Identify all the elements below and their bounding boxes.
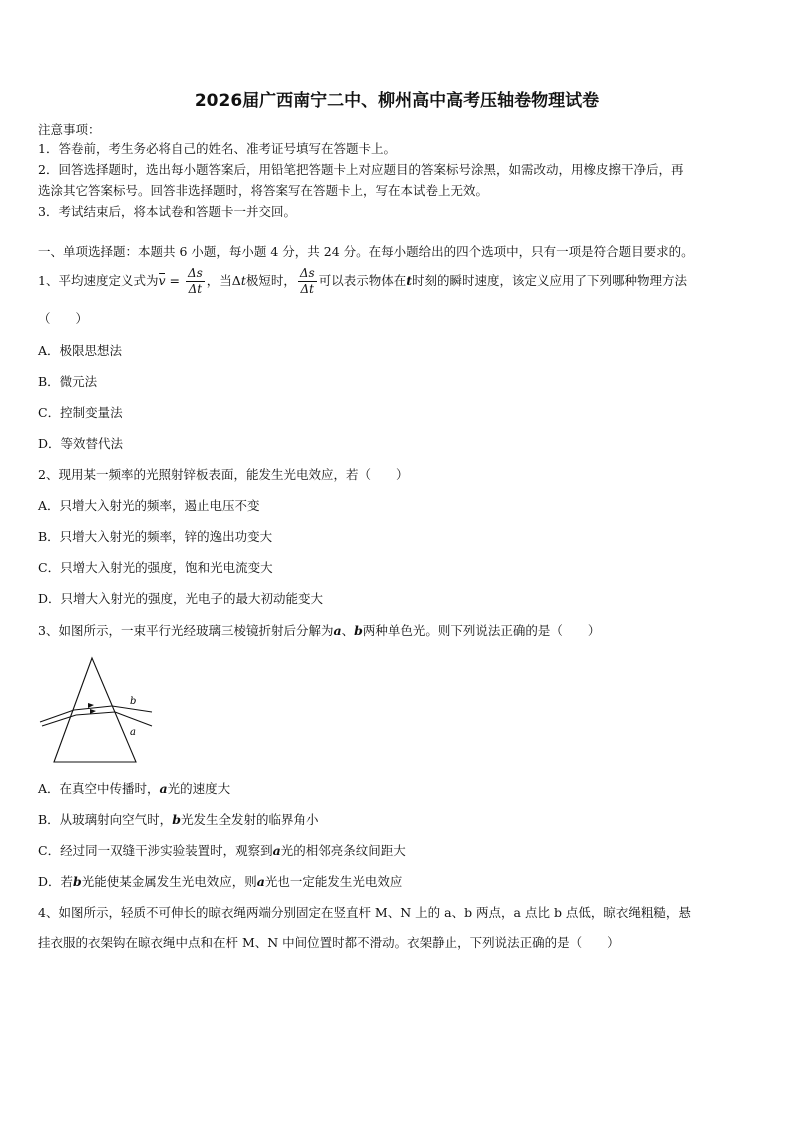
q3-option-b-text: B．从玻璃射向空气时，	[38, 812, 173, 827]
q3-text-2: 两种单色光。则下列说法正确的是（ ）	[362, 623, 601, 638]
q3-option-d-var-2: a	[256, 874, 265, 889]
q3-text-1: 3、如图所示，一束平行光经玻璃三棱镜折射后分解为	[38, 623, 334, 638]
q1-text-3: 极短时，	[245, 273, 296, 288]
q1-option-b: B．微元法	[38, 374, 98, 389]
question-4-stem-line-1: 4、如图所示，轻质不可伸长的晾衣绳两端分别固定在竖直杆 M、N 上的 a、b 两点，a 点比 b 点低，晾衣绳粗糙，悬	[38, 905, 691, 920]
fraction-numerator: Δs	[187, 266, 203, 280]
q2-option-d: D．只增大入射光的强度，光电子的最大初动能变大	[38, 591, 324, 606]
q3-a-var: a	[333, 623, 342, 638]
incident-ray-2	[42, 715, 76, 726]
fraction-denominator: Δt	[300, 282, 315, 296]
q3-option-d-text-3: 光也一定能发生光电效应	[264, 874, 403, 889]
q3-option-a-text-2: 光的速度大	[167, 781, 231, 796]
glass-prism	[54, 658, 136, 762]
q1-option-a: A．极限思想法	[38, 343, 123, 358]
q3-option-d	[38, 873, 402, 891]
notice-item-1: 1．答卷前，考生务必将自己的姓名、准考证号填写在答题卡上。	[38, 141, 396, 156]
q3-option-b-text-2: 光发生全发射的临界角小	[180, 812, 319, 827]
label-b: b	[130, 696, 137, 707]
v-bar-symbol: v	[158, 273, 166, 288]
q2-option-a: A．只增大入射光的频率，遏止电压不变	[38, 498, 260, 513]
q3-option-c-text-2: 光的相邻亮条纹间距大	[280, 843, 406, 858]
q1-text-5: 时刻的瞬时速度，该定义应用了下列哪种物理方法	[411, 273, 687, 288]
notice-heading: 注意事项：	[38, 122, 101, 137]
notice-item-3: 3．考试结束后，将本试卷和答题卡一并交回。	[38, 204, 296, 219]
notice-item-2: 2．回答选择题时，选出每小题答案后，用铅笔把答题卡上对应题目的答案标号涂黑，如需改动，用橡皮擦干净后，再	[38, 162, 684, 177]
q3-option-b-var: b	[172, 812, 181, 827]
q3-b-var: b	[354, 623, 363, 638]
notice-item-2-cont: 选涂其它答案标号。回答非选择题时，将答案写在答题卡上，写在本试卷上无效。	[38, 183, 489, 198]
fraction-ds-dt-2	[298, 266, 317, 297]
q3-option-c-text: C．经过同一双缝干涉实验装置时，观察到	[38, 843, 273, 858]
fraction-numerator: Δs	[299, 266, 315, 280]
q1-t-var: t	[240, 273, 246, 288]
fraction-denominator: Δt	[188, 282, 203, 296]
refracted-ray-1	[74, 706, 112, 710]
q3-sep: 、	[341, 623, 355, 638]
q3-option-d-text-2: 光能使某金属发生光电效应，则	[81, 874, 257, 889]
prism-diagram	[36, 654, 166, 766]
q3-option-d-var: b	[73, 874, 82, 889]
question-4-stem-line-2: 挂衣服的衣架钩在晾衣绳中点和在杆 M、N 中间位置时都不滑动。衣架静止，下列说法正确的是（ ）	[38, 935, 620, 950]
q1-text-4: 可以表示物体在	[318, 273, 407, 288]
ray-a	[115, 712, 152, 726]
q3-option-a-text: A．在真空中传播时，	[38, 781, 160, 796]
q2-option-b: B．只增大入射光的频率，锌的逸出功变大	[38, 529, 273, 544]
q2-option-c: C．只增大入射光的强度，饱和光电流变大	[38, 560, 273, 575]
q3-option-c-var: a	[272, 843, 281, 858]
q3-option-d-text: D．若	[38, 874, 74, 889]
fraction-ds-dt	[186, 266, 205, 297]
q1-option-c: C．控制变量法	[38, 405, 123, 420]
q1-answer-bracket: （ ）	[38, 311, 89, 326]
question-2-stem: 2、现用某一频率的光照射锌板表面，能发生光电效应，若（ ）	[38, 467, 409, 482]
q1-option-d: D．等效替代法	[38, 436, 124, 451]
label-a: a	[130, 727, 136, 738]
section-heading: 一、单项选择题：本题共 6 小题，每小题 4 分，共 24 分。在每小题给出的四个选项中，只有一项是符合题目要求的。	[38, 244, 694, 259]
refracted-ray-2	[76, 712, 115, 715]
q1-text-2: ，当Δ	[206, 273, 241, 288]
question-1-stem	[38, 266, 687, 297]
q1-eq: =	[165, 273, 184, 288]
q3-option-c	[38, 842, 406, 860]
q3-option-a	[38, 780, 230, 798]
exam-title: 2026届广西南宁二中、柳州高中高考压轴卷物理试卷	[194, 91, 600, 111]
q3-option-b	[38, 811, 318, 829]
q1-text-1: 1、平均速度定义式为	[38, 273, 159, 288]
question-3-stem	[38, 622, 600, 640]
ray-arrowhead	[88, 703, 94, 708]
q1-t-var-2: t	[406, 273, 412, 288]
q3-option-a-var: a	[159, 781, 168, 796]
